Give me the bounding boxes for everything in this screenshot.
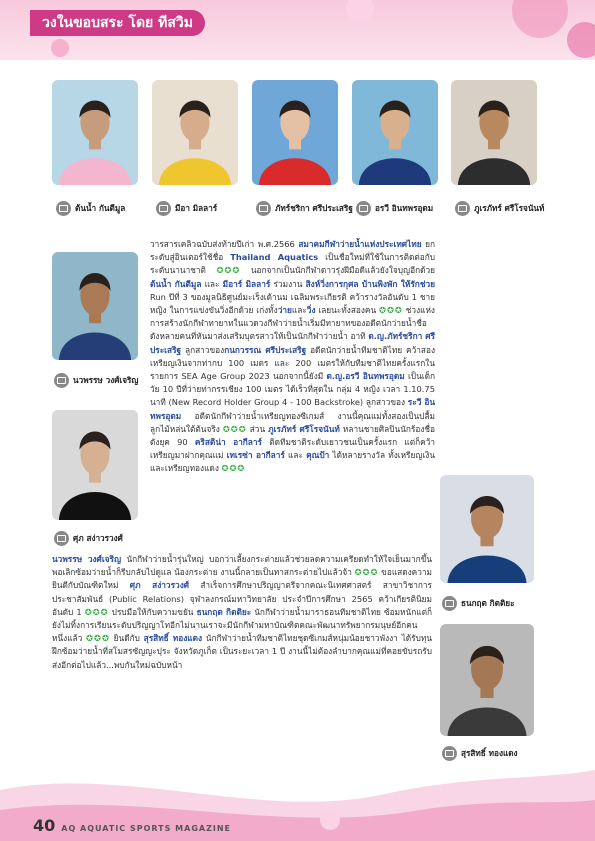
athlete-photo bbox=[52, 80, 138, 185]
photo-caption bbox=[442, 596, 514, 611]
highlighted-name: สุรสิทธิ์ ทองแดง bbox=[143, 633, 203, 644]
caption-text: ภูเรภัทร์ ศรีโรจนันท์ bbox=[474, 203, 545, 213]
athlete-photo bbox=[52, 410, 138, 520]
athlete-photo bbox=[440, 624, 534, 736]
highlighted-name: สิงห์วิ่งการกุศล บ้านพิงพัก ให้รักช่วย bbox=[305, 278, 435, 289]
body-text-run: เป็นชื่อใหม่ที่ใช้ในการติดต่อกับระดับนานาชาติ bbox=[150, 252, 436, 276]
body-text-run: ร่วมงาน bbox=[270, 278, 306, 289]
star-divider-icon: ✪✪✪ bbox=[221, 463, 246, 474]
body-text-run: เป็นเด็กวัย 10 ปีที่ว่ายท่ากรรเชียง 100 เมตร ได้เร็วที่สุดใน กลุ่ม 4 หญิง เวลา 1.10.75 นาที (New Record Holder Group 4 - 100 Backstroke) ลูกสาวของ bbox=[150, 371, 435, 408]
body-text-run: Run ปีที่ 3 ของมูลนิธิศูนย์มะเร็งเด้านม เฉลิมพระเกียรติ คว้ารางวัลอันดับ 1 ชาย หญิง ในการแข่งขันวิ่งอีกด้วย เก่งทั้ง bbox=[150, 291, 435, 316]
caption-text: ต้นน้ำ กันตีมูล bbox=[75, 203, 126, 213]
highlighted-name: คุณป้า bbox=[306, 450, 330, 461]
body-text-run: หลานชายศิลปินนักร้องชื่อดังยุค 90 bbox=[150, 423, 436, 448]
body-text-run: ได้หลายรางวัล ทั้งเหรียญเงินและเหรียญทองแดง bbox=[150, 450, 435, 474]
athlete-photo bbox=[152, 80, 238, 185]
highlighted-name: ว่าย bbox=[277, 305, 292, 316]
camera-icon bbox=[356, 201, 371, 216]
highlighted-name: มีอาร์ มิลลาร์ bbox=[222, 278, 271, 289]
body-text-run: ติดทีมชาติระดับเยาวชนเป็นครั้งแรก แต่ก็คว้าเหรียญมาฝากคุณแม่ bbox=[150, 437, 436, 461]
article-paragraph-1 bbox=[150, 238, 435, 476]
caption-text: ภัทร์ชริกา ศรีประเสริฐ bbox=[275, 203, 353, 213]
body-text-run: วารสารเคลิวฉบับส่งท้ายปีเก่า พ.ศ.2566 bbox=[150, 239, 299, 249]
camera-icon bbox=[156, 201, 171, 216]
highlighted-name: Thailand Aquatics bbox=[230, 252, 319, 263]
body-text-run: และ bbox=[284, 450, 307, 461]
body-text-run: และ bbox=[201, 278, 223, 289]
athlete-photo bbox=[252, 80, 338, 185]
photo-caption bbox=[455, 201, 544, 216]
body-text-run: เลยนะทั้งสองคน bbox=[315, 305, 380, 316]
highlighted-name: นวพรรษ วงศ์เจริญ bbox=[52, 554, 122, 564]
caption-text: นวพรรษ วงศ์เจริญ bbox=[73, 375, 139, 385]
caption-text: ธนกฤต กิตติยะ bbox=[461, 598, 515, 608]
article-paragraph-2 bbox=[52, 553, 432, 672]
caption-text: ศุภ สง่าวรวงศ์ bbox=[73, 533, 123, 543]
caption-text: สุรสิทธิ์ ทองแดง bbox=[461, 748, 518, 758]
body-text-run: นักกีฬาว่ายน้ำทีมชาติไทยชุดซีเกมส์หนุ่มน้อยชาวพังงา ได้รับทุนฝึกซ้อมว่ายน้ำที่สโมสรซัญญะปุระ จังหวัดภูเก็ต เป็นระยะเวลา 1 ปี งานนี้ไม่ต้องลำบากคุณแม่ที่คอยขับรถรับส่งอีกต่อไปแล้ว...พบกันใหม่ฉบับหน้า bbox=[52, 633, 433, 670]
body-text-run: อดีตนักกีฬาว่ายน้ำเหรียญทองซีเกมส์ งานนี้คุณแม่ทั้งสองเป็นปลื้ม ลูกไม้หล่นใต้ต้นจริง bbox=[150, 410, 435, 434]
body-text-run: ยกระดับสู่อินเตอร์ใช้ชื่อ bbox=[150, 239, 435, 263]
body-text-run: นักกีฬาว่ายน้ำรุ่นใหญ่ บอกว่าเลี้ยงกระต่ายแล้วช่วยลดความเครียดทำให้ใจเย็นมากขึ้น พอเลิกซ้อมว่ายน้ำก็รีบกลับไปดูแล น้องกระต่าย งานนี้กลายเป็นทาสกระต่ายไปแล้วจ้า bbox=[52, 554, 432, 578]
body-text-run: ยินดีกับ bbox=[109, 633, 144, 644]
star-divider-icon: ✪✪✪ bbox=[84, 606, 109, 617]
highlighted-name: ต้นน้ำ กันตีมูล bbox=[150, 278, 202, 289]
photo-caption bbox=[442, 746, 518, 761]
star-divider-icon: ✪✪✪ bbox=[86, 633, 110, 644]
star-divider-icon: ✪✪✪ bbox=[216, 265, 241, 276]
camera-icon bbox=[56, 201, 71, 216]
camera-icon bbox=[455, 201, 470, 216]
highlighted-name: ระวี อินทพรอุดม bbox=[150, 397, 435, 421]
highlighted-name: เทเรซ่า อากีลาร์ bbox=[226, 450, 285, 461]
caption-text: มีอา มิลลาร์ bbox=[175, 203, 218, 213]
athlete-photo bbox=[451, 80, 537, 185]
photo-caption bbox=[356, 201, 433, 216]
body-text-run: และ bbox=[291, 305, 307, 316]
body-text-run: สำเร็จการศึกษาปริญญาตรีจากคณะนิเทศศาสตร์ สาขาวิชาการประชาสัมพันธ์ (Public Relations) จุฬาลงกรณ์มหาวิทยาลัย ประจำปีการศึกษา 2565 คว้าเกียรตินิยมอันดับ 1 bbox=[52, 580, 432, 617]
star-divider-icon: ✪✪✪ bbox=[354, 567, 379, 578]
body-text-run: อดีตนักว่ายน้ำทีมชาติไทย คว้าสองเหรียญเงินจากท่ากบ 100 เมตร และ 200 เมตรให้กับทีมชาติไทยครั้งแรกในรายการ SEA Age Group 2023 นอกจากนี้ยังมี bbox=[150, 344, 436, 382]
athlete-photo bbox=[440, 475, 534, 583]
body-text-run: ช่วงแห่งการสร้างนักกีฬาทายาทในแวดวงกีฬาว่ายน้ำเริ่มมีทายาทของอดีตนักว่ายน้ำชื่อดังหลายคนที่หันมาส่งเสริมบุตรสาวให้เป็นนักกีฬาว่ายน้ำ อาทิ bbox=[150, 305, 435, 342]
camera-icon bbox=[54, 373, 69, 388]
highlighted-name: ด.ญ.อรวี อินทพรอุดม bbox=[326, 371, 405, 382]
highlighted-name: สมาคมกีฬาว่ายน้ำแห่งประเทศไทย bbox=[298, 239, 422, 249]
highlighted-name: ภูเรภัทร์ ศรีโรจนันท์ bbox=[268, 423, 340, 434]
body-text-run: ขอแสดงความยินดีกับบัณฑิตใหม่ bbox=[52, 567, 433, 591]
magazine-name: AQ AQUATIC SPORTS MAGAZINE bbox=[61, 824, 232, 833]
highlighted-name: วิ่ง bbox=[306, 305, 316, 316]
section-title: วงในขอบสระ โดย ทีสวิม bbox=[30, 10, 205, 36]
camera-icon bbox=[442, 596, 457, 611]
highlighted-name: ด.ญ.ภัทร์ชริกา ศรีประเสริฐ bbox=[150, 331, 435, 355]
highlighted-name: ศุภ สง่าวรวงศ์ bbox=[129, 580, 190, 591]
body-text-run: นอกจากเป็นนักกีฬาดาวรุ่งฝีมือดีแล้วยังใจบุญอีกด้วย bbox=[240, 265, 436, 276]
caption-text: อรวี อินทพรอุดม bbox=[375, 203, 434, 213]
photo-caption bbox=[156, 201, 217, 216]
photo-caption bbox=[56, 201, 125, 216]
athlete-photo bbox=[52, 252, 138, 360]
photo-caption bbox=[54, 531, 123, 546]
body-text-run: ส่วน bbox=[246, 423, 269, 434]
highlighted-name: ธนกฤต กิตติยะ bbox=[196, 606, 252, 617]
body-text-run: ลูกสาวของ bbox=[181, 344, 225, 355]
star-divider-icon: ✪✪✪ bbox=[222, 423, 247, 434]
body-text-run: นักกีฬาว่ายน้ำมาราธอนทีมชาติไทย ซ้อมหนักแต่ก็ยังไม่ทิ้งการเรียนระดับปริญญาโทอีกไม่นานเราจะมีนักกีฬามหาบัณฑิตคณะพัฒนาทรัพยากรมนุษย์อีกคนหนึ่งแล้ว bbox=[52, 606, 432, 644]
athlete-photo bbox=[352, 80, 438, 185]
star-divider-icon: ✪✪✪ bbox=[379, 305, 403, 316]
photo-caption bbox=[256, 201, 353, 216]
camera-icon bbox=[442, 746, 457, 761]
camera-icon bbox=[54, 531, 69, 546]
page-footer bbox=[33, 816, 231, 835]
camera-icon bbox=[256, 201, 271, 216]
photo-caption bbox=[54, 373, 138, 388]
highlighted-name: กนกวรรณ ศรีประเสริฐ bbox=[224, 344, 307, 355]
page-number: 40 bbox=[33, 816, 56, 835]
highlighted-name: คริสติน่า อากีลาร์ bbox=[194, 437, 262, 448]
body-text-run: ปรบมือให้กับความขยัน bbox=[108, 606, 197, 617]
